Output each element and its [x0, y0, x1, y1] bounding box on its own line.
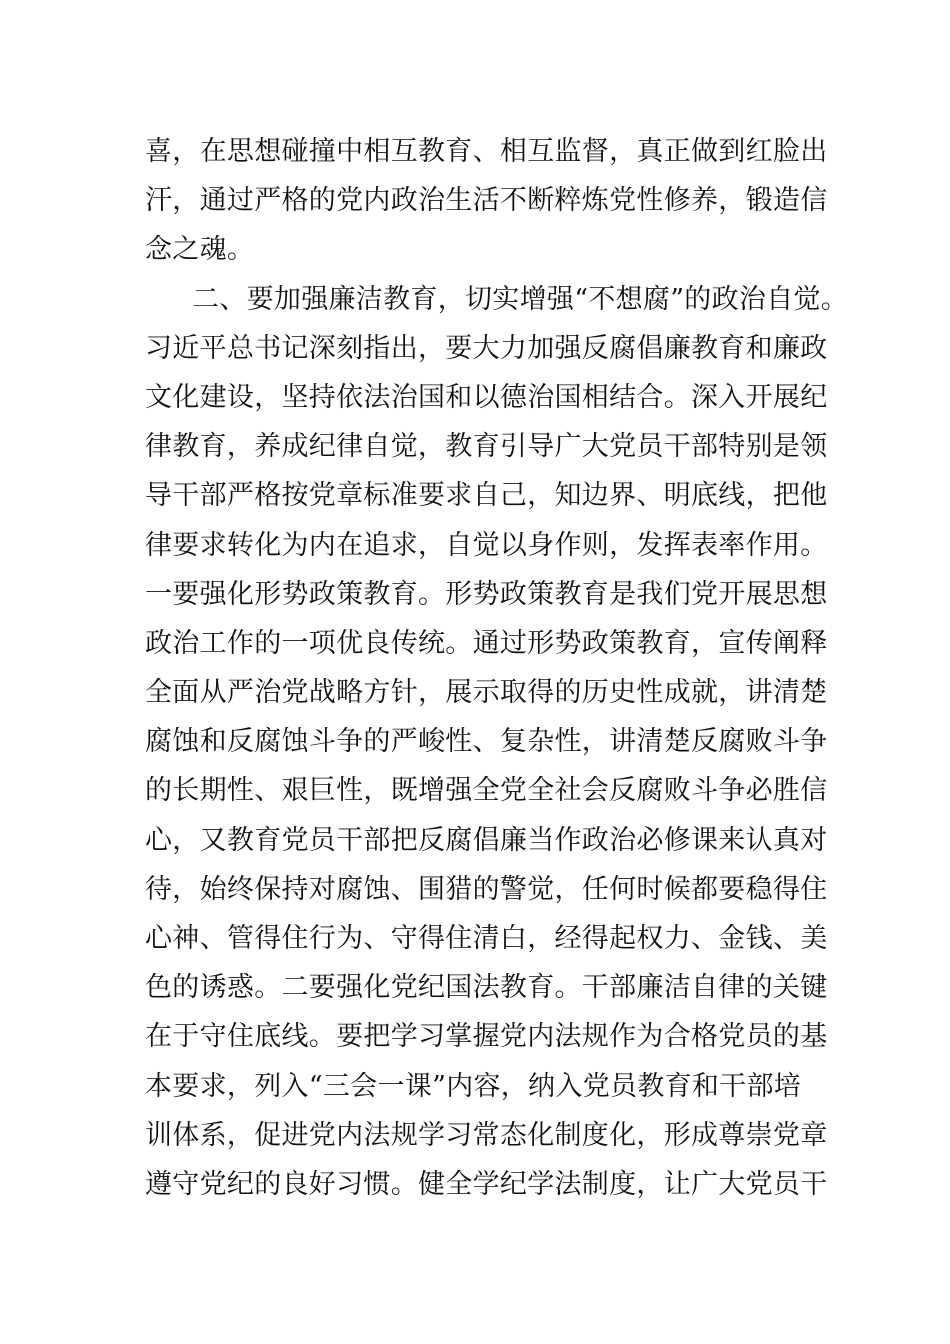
text-line: 色的诱惑。二要强化党纪国法教育。干部廉洁自律的关键	[145, 972, 828, 1004]
text-line: 习近平总书记深刻指出，要大力加强反腐倡廉教育和廉政	[145, 332, 828, 364]
text-line: 的长期性、艰巨性，既增强全党全社会反腐败斗争必胜信	[145, 775, 828, 807]
text-line: 念之魂。	[145, 234, 255, 266]
text-line: 一要强化形势政策教育。形势政策教育是我们党开展思想	[145, 578, 828, 610]
text-line: 心神、管得住行为、守得住清白，经得起权力、金钱、美	[145, 923, 828, 954]
text-line: 导干部严格按党章标准要求自己，知边界、明底线，把他	[145, 480, 828, 512]
text-line: 喜，在思想碰撞中相互教育、相互监督，真正做到红脸出	[145, 136, 828, 167]
section-heading-line: 二、要加强廉洁教育，切实增强“不想腐”的政治自觉。	[192, 283, 849, 315]
body-text	[145, 127, 849, 1209]
text-line: 全面从严治党战略方针，展示取得的历史性成就，讲清楚	[145, 677, 828, 709]
text-line: 律教育，养成纪律自觉，教育引导广大党员干部特别是领	[145, 431, 828, 463]
text-line: 政治工作的一项优良传统。通过形势政策教育，宣传阐释	[145, 627, 828, 659]
text-line: 待，始终保持对腐蚀、围猎的警觉，任何时候都要稳得住	[145, 873, 828, 905]
text-line: 在于守住底线。要把学习掌握党内法规作为合格党员的基	[145, 1021, 828, 1053]
text-line: 律要求转化为内在追求，自觉以身作则，发挥表率作用。	[145, 529, 828, 561]
text-line: 训体系，促进党内法规学习常态化制度化，形成尊崇党章	[145, 1119, 828, 1151]
text-line: 本要求，列入“三会一课”内容，纳入党员教育和干部培	[145, 1070, 802, 1102]
text-line: 文化建设，坚持依法治国和以德治国相结合。深入开展纪	[145, 381, 828, 413]
text-line: 汗，通过严格的党内政治生活不断粹炼党性修养，锻造信	[145, 185, 828, 217]
text-line: 遵守党纪的良好习惯。健全学纪学法制度，让广大党员干	[145, 1168, 828, 1200]
text-line: 腐蚀和反腐蚀斗争的严峻性、复杂性，讲清楚反腐败斗争	[145, 726, 828, 758]
text-line: 心，又教育党员干部把反腐倡廉当作政治必修课来认真对	[145, 824, 828, 856]
